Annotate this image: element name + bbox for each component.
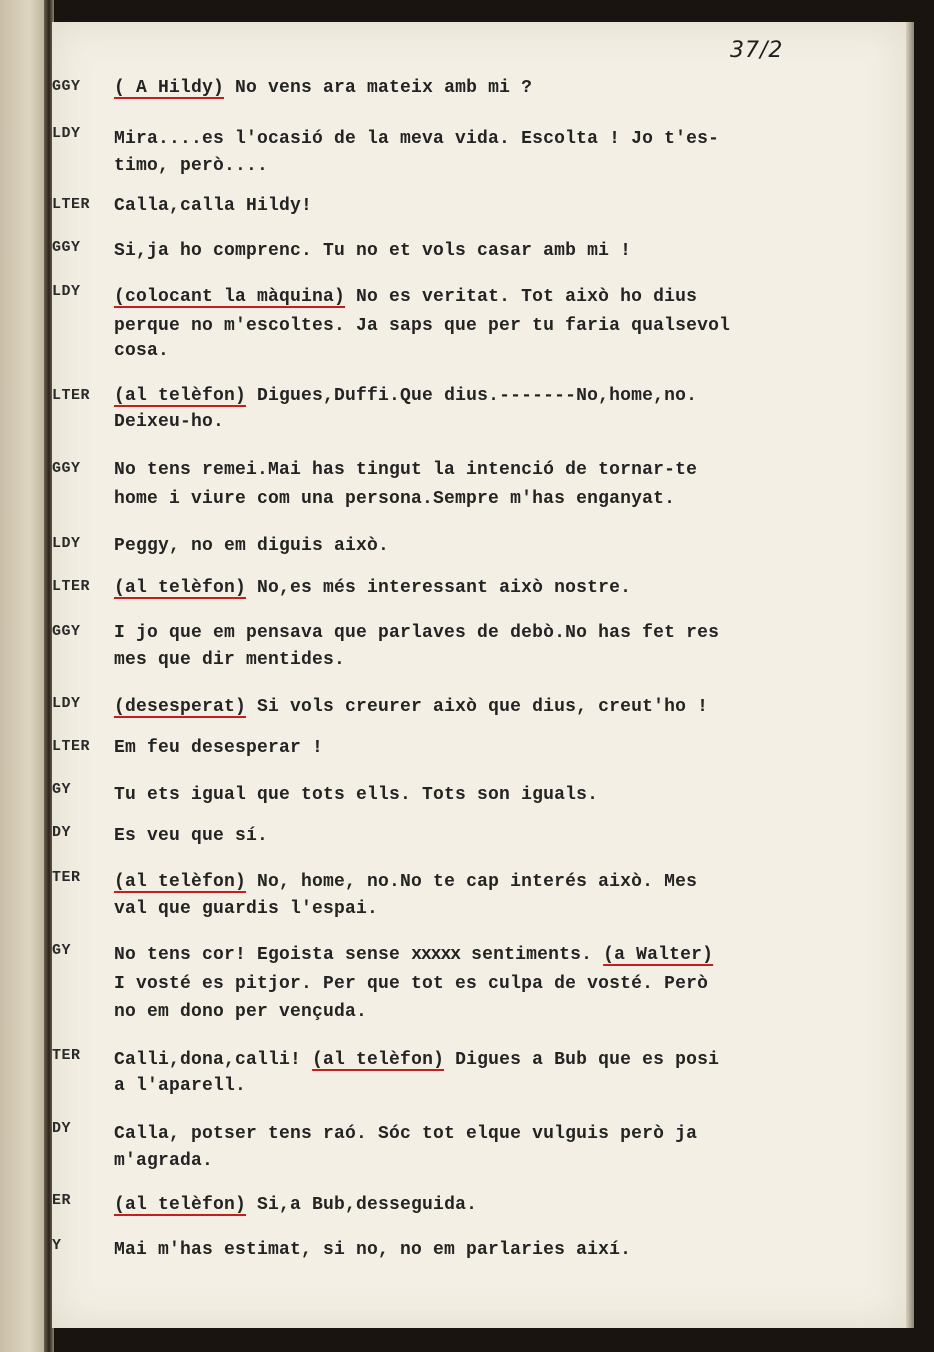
dialogue-line: Tu ets igual que tots ells. Tots son iguals. (114, 785, 599, 805)
dialogue-line: no em dono per vençuda. (114, 1002, 368, 1022)
dialogue-line: home i viure com una persona.Sempre m'has enganyat. (114, 489, 676, 509)
speaker-label: LTER (52, 196, 91, 213)
page-number: 37/2 (730, 38, 784, 63)
speaker-label: DY (52, 1120, 72, 1137)
speaker-label: GGY (52, 78, 81, 95)
speaker-label: GY (52, 942, 72, 959)
dialogue-text: Digues a Bub que es posi (444, 1050, 720, 1070)
dialogue-line: No tens remei.Mai has tingut la intenció de tornar-te (114, 460, 698, 480)
speaker-label: TER (52, 869, 81, 886)
stage-direction: (al telèfon) (114, 1195, 247, 1215)
dialogue-line (114, 945, 713, 965)
speaker-label: GY (52, 781, 72, 798)
speaker-label: Y (52, 1237, 62, 1254)
stage-direction: (al telèfon) (312, 1050, 445, 1070)
dialogue-line: I jo que em pensava que parlaves de debò.No has fet res (114, 623, 720, 643)
stage-direction: (al telèfon) (114, 872, 247, 892)
dialogue-line: Mira....es l'ocasió de la meva vida. Escolta ! Jo t'es- (114, 129, 720, 149)
speaker-label: TER (52, 1047, 81, 1064)
stage-direction: (al telèfon) (114, 386, 247, 406)
dialogue-line: m'agrada. (114, 1151, 214, 1171)
dialogue-text: No es veritat. Tot això ho dius (345, 287, 698, 307)
speaker-label: LDY (52, 695, 81, 712)
dialogue-line (114, 578, 631, 598)
dialogue-line (114, 1050, 719, 1070)
stage-direction: ( A Hildy) (114, 78, 225, 98)
dialogue-text: Si vols creurer això que dius, creut'ho ! (246, 697, 709, 717)
dialogue-text: No tens cor! Egoista sense (114, 945, 412, 965)
speaker-label: LTER (52, 387, 91, 404)
dialogue-line (114, 386, 697, 406)
dialogue-text: No,es més interessant això nostre. (246, 578, 632, 598)
dialogue-line: Si,ja ho comprenc. Tu no et vols casar amb mi ! (114, 241, 632, 261)
dialogue-line: Peggy, no em diguis això. (114, 536, 390, 556)
dialogue-line: perque no m'escoltes. Ja saps que per tu faria qualsevol (114, 316, 731, 336)
speaker-label: DY (52, 824, 72, 841)
dialogue-line: Mai m'has estimat, si no, no em parlaries així. (114, 1240, 632, 1260)
dialogue-line (114, 872, 697, 892)
stage-direction: (desesperat) (114, 697, 247, 717)
dialogue-line (114, 78, 532, 98)
dialogue-text: sentiments. (460, 945, 604, 965)
dialogue-line: cosa. (114, 341, 170, 361)
dialogue-line: Es veu que sí. (114, 826, 269, 846)
speaker-label: LDY (52, 535, 81, 552)
stage-direction: (a Walter) (603, 945, 714, 965)
speaker-label: ER (52, 1192, 72, 1209)
speaker-label: GGY (52, 239, 81, 256)
dialogue-line (114, 287, 697, 307)
speaker-label: LTER (52, 738, 91, 755)
dialogue-text: Si,a Bub,desseguida. (246, 1195, 478, 1215)
dialogue-text: No, home, no.No te cap interés això. Mes (246, 872, 698, 892)
speaker-label: LDY (52, 125, 81, 142)
dialogue-line: a l'aparell. (114, 1076, 247, 1096)
speaker-label: GGY (52, 623, 81, 640)
dialogue-line: val que guardis l'espai. (114, 899, 379, 919)
dialogue-line: mes que dir mentides. (114, 650, 346, 670)
dialogue-line: Calla,calla Hildy! (114, 196, 313, 216)
dialogue-line: Deixeu-ho. (114, 412, 225, 432)
speaker-label: LTER (52, 578, 91, 595)
dialogue-text: Digues,Duffi.Que dius.-------No,home,no. (246, 386, 698, 406)
struck-out-text: xxxxx (411, 945, 461, 965)
dialogue-line (114, 1195, 477, 1215)
dialogue-line: Em feu desesperar ! (114, 738, 324, 758)
dialogue-text: No vens ara mateix amb mi ? (224, 78, 533, 98)
dialogue-text: Calli,dona,calli! (114, 1050, 313, 1070)
speaker-label: GGY (52, 460, 81, 477)
dialogue-line: Calla, potser tens raó. Sóc tot elque vulguis però ja (114, 1124, 698, 1144)
stage-direction: (colocant la màquina) (114, 287, 346, 307)
dialogue-line: I vosté es pitjor. Per que tot es culpa de vosté. Però (114, 974, 709, 994)
left-page-edge (0, 0, 48, 1352)
page-edge-right (906, 22, 914, 1328)
dialogue-line (114, 697, 708, 717)
speaker-label: LDY (52, 283, 81, 300)
stage-direction: (al telèfon) (114, 578, 247, 598)
dialogue-line: timo, però.... (114, 156, 269, 176)
